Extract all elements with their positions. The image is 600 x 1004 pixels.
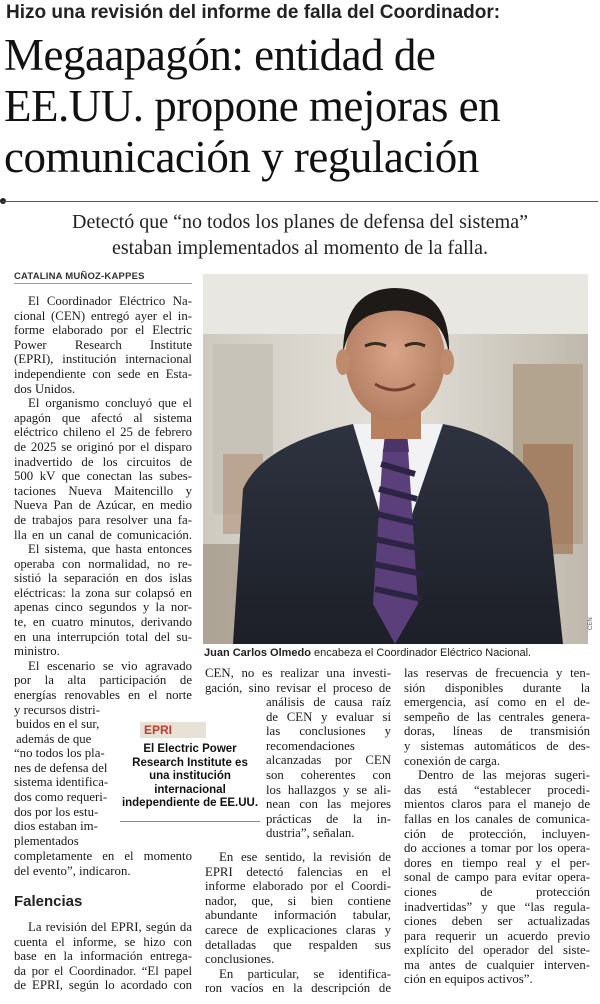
text-line: nador, que, si bien contiene <box>205 893 391 908</box>
text-line: para requerir un acuerdo previo <box>404 928 590 943</box>
text-line: lla en un canal de comunicación. <box>14 527 192 542</box>
text-line: El organismo concluyó que el <box>28 396 192 411</box>
text-line: La revisión del EPRI, según da <box>28 920 192 934</box>
text-line: de CEN y evaluar si <box>266 709 391 724</box>
text-line: conexión de carga. <box>404 753 501 768</box>
pull-quote-line: independiente de EE.UU. <box>121 797 259 809</box>
column-2-wrap <box>266 695 391 841</box>
text-line: plementados <box>14 833 79 848</box>
text-line: El Coordinador Eléctrico Na- <box>28 294 192 308</box>
headline-line: EE.UU. propone mejoras en <box>4 81 501 131</box>
column-1-top <box>14 294 192 717</box>
text-line: nean con las mejores <box>266 797 391 812</box>
headline-line: comunicación y regulación <box>4 132 479 182</box>
photo-caption <box>204 647 598 659</box>
article-photo <box>203 274 588 644</box>
text-line: base en la información entrega- <box>14 949 192 964</box>
text-line: dores en tiempo real y el per- <box>404 855 590 870</box>
text-line: dos Unidos. <box>14 381 76 396</box>
text-line: eléctricas: la zona sur colapsó en <box>14 585 192 600</box>
column-2-top <box>205 666 391 695</box>
text-line: abundante información tabular, <box>205 908 391 923</box>
caption-text: encabeza el Coordinador Eléctrico Nacional. <box>310 647 532 659</box>
column-3 <box>404 666 590 987</box>
text-line: do acciones a tomar por los opera- <box>404 841 590 856</box>
text-line: y recursos distri- <box>14 702 101 717</box>
pull-quote <box>120 743 260 811</box>
text-line: doras, líneas de transmisión <box>404 724 590 739</box>
text-line: apenas cinco segundos y la nor- <box>14 600 192 615</box>
pull-quote-line: Research Institute es <box>132 756 248 769</box>
text-line: En ese sentido, la revisión de <box>219 850 391 864</box>
text-line: del evento”, indicaron. <box>14 863 131 878</box>
text-line: sistema identifica- <box>14 775 109 790</box>
pull-quote-line: una institución <box>149 770 231 782</box>
text-line: EPRI detectó falencias en el <box>205 864 391 879</box>
deck-divider <box>2 201 598 202</box>
column-1-bottom <box>14 920 192 993</box>
text-line: ciones de protección <box>404 884 590 899</box>
text-line: El sistema, que hasta entonces <box>28 542 192 557</box>
deck-line: estaban implementados al momento de la falla. <box>112 237 488 259</box>
text-line: gación, sino revisar el proceso de <box>205 680 391 695</box>
text-line: 500 kV que conectan las subes- <box>14 469 192 484</box>
text-line: ron vacíos en la descripción de <box>205 981 391 996</box>
text-line: independiente con sede en Esta- <box>14 366 192 381</box>
text-line: El escenario se vio agravado <box>28 658 192 673</box>
text-line: en una interrupción total del su- <box>14 629 192 644</box>
text-line: buidos en el sur, <box>16 717 100 731</box>
text-line: informe elaborado por el Coordi- <box>205 879 391 894</box>
text-line: recomendaciones <box>266 738 355 753</box>
text-line: y sistemas automáticos de des- <box>404 738 590 753</box>
text-line: eléctrico chileno el 25 de febrero <box>14 425 192 440</box>
text-line: sistió la separación en dos islas <box>14 571 192 586</box>
byline-divider <box>14 283 192 284</box>
text-line: emergencia, así como en el de- <box>404 695 590 710</box>
pull-quote-label: EPRI <box>140 722 206 738</box>
text-line: sonal de campo para evitar opera- <box>404 870 590 885</box>
headline <box>4 30 598 183</box>
text-line: (EPRI), institución internacional <box>14 352 192 367</box>
text-line: conclusiones. <box>205 952 275 967</box>
text-line: “no todos los pla- <box>14 746 105 761</box>
column-2-bottom <box>205 850 391 996</box>
text-line: te, en cuatro minutos, derivando <box>14 615 192 630</box>
text-line: de trabajos para resolver una fa- <box>14 512 192 527</box>
text-line: sempeño de las centrales genera- <box>404 709 590 724</box>
text-line: ción en equipos activos”. <box>404 972 533 987</box>
text-line: cional (CEN) entregó ayer el in- <box>14 308 192 323</box>
text-line: las conclusiones y <box>266 724 391 739</box>
pull-quote-divider <box>120 821 260 822</box>
text-line: nes de defensa del <box>14 760 108 775</box>
pull-quote-line: El Electric Power <box>143 743 237 755</box>
caption-name: Juan Carlos Olmedo <box>204 647 311 659</box>
kicker: Hizo una revisión del informe de falla del Coordinador: <box>6 2 501 23</box>
text-line: fallas en los canales de comunica- <box>404 811 590 826</box>
text-line: Power Research Institute <box>14 337 192 352</box>
text-line: cuenta el informe, se hizo con <box>14 934 192 949</box>
text-line: Nueva Pan de Azúcar, en medio <box>14 498 192 513</box>
text-line: los hallazgos y se ali- <box>266 782 391 797</box>
text-line: dios estaban im- <box>14 819 98 834</box>
text-line: dos como requeri- <box>14 789 108 804</box>
text-line: análisis de causa raíz <box>266 695 391 709</box>
pull-quote-line: internacional <box>154 783 226 796</box>
portrait-image <box>203 274 588 644</box>
section-subhead: Falencias <box>14 893 83 910</box>
text-line: forme elaborado por el Electric <box>14 323 192 338</box>
text-line: detalladas que respalden sus <box>205 937 391 952</box>
text-line: CEN, no es realizar una investi- <box>205 666 391 680</box>
text-line: ministro. <box>14 644 60 659</box>
text-line: Dentro de las mejoras sugeri- <box>418 768 590 783</box>
byline: CATALINA MUÑOZ-KAPPES <box>14 271 145 282</box>
text-line: carece de explicaciones claras y <box>205 922 391 937</box>
column-1-wrap <box>14 717 116 848</box>
deck-line: Detectó que “no todos los planes de defensa del sistema” <box>72 211 528 233</box>
text-line: prácticas de la in- <box>266 811 391 826</box>
text-line: por la alta participación de <box>14 673 192 688</box>
column-1-after <box>14 849 192 878</box>
text-line: las reservas de frecuencia y ten- <box>404 666 590 680</box>
text-line: de 2025 se originó por el disparo <box>14 439 192 454</box>
text-line: da por el Coordinador. “El papel <box>14 963 192 978</box>
text-line: de EPRI, según lo acordado con <box>14 978 192 993</box>
text-line: ciones deben ser actualizadas <box>404 914 590 929</box>
text-line: completamente en el momento <box>14 849 192 863</box>
text-line: taciones Nueva Maitencillo y <box>14 483 192 498</box>
text-line: sión disponibles durante la <box>404 680 590 695</box>
text-line: apagón que afectó al sistema <box>14 410 192 425</box>
text-line: ción de protección, incluyen- <box>404 826 590 841</box>
text-line: mientos claros para el manejo de <box>404 797 590 812</box>
text-line: inadvertido de los circuitos de <box>14 454 192 469</box>
text-line: además de que <box>16 731 92 746</box>
text-line: ma antes de cualquier interven- <box>404 957 590 972</box>
text-line: son coherentes con <box>266 767 391 782</box>
text-line: das está “establecer procedi- <box>404 782 590 797</box>
text-line: inadvertidas” y que “las regula- <box>404 899 590 914</box>
headline-line: Megaapagón: entidad de <box>4 30 436 80</box>
text-line: dos por los estu- <box>14 804 99 819</box>
text-line: alcanzadas por CEN <box>266 753 391 768</box>
text-line: explícito del operador del siste- <box>404 943 590 958</box>
photo-credit: CEN <box>588 617 594 630</box>
text-line: dustria”, señalan. <box>266 826 355 841</box>
text-line: En particular, se identifica- <box>219 966 391 981</box>
deck <box>0 209 600 261</box>
text-line: energías renovables en el norte <box>14 688 192 703</box>
text-line: operaba con normalidad, no re- <box>14 556 192 571</box>
